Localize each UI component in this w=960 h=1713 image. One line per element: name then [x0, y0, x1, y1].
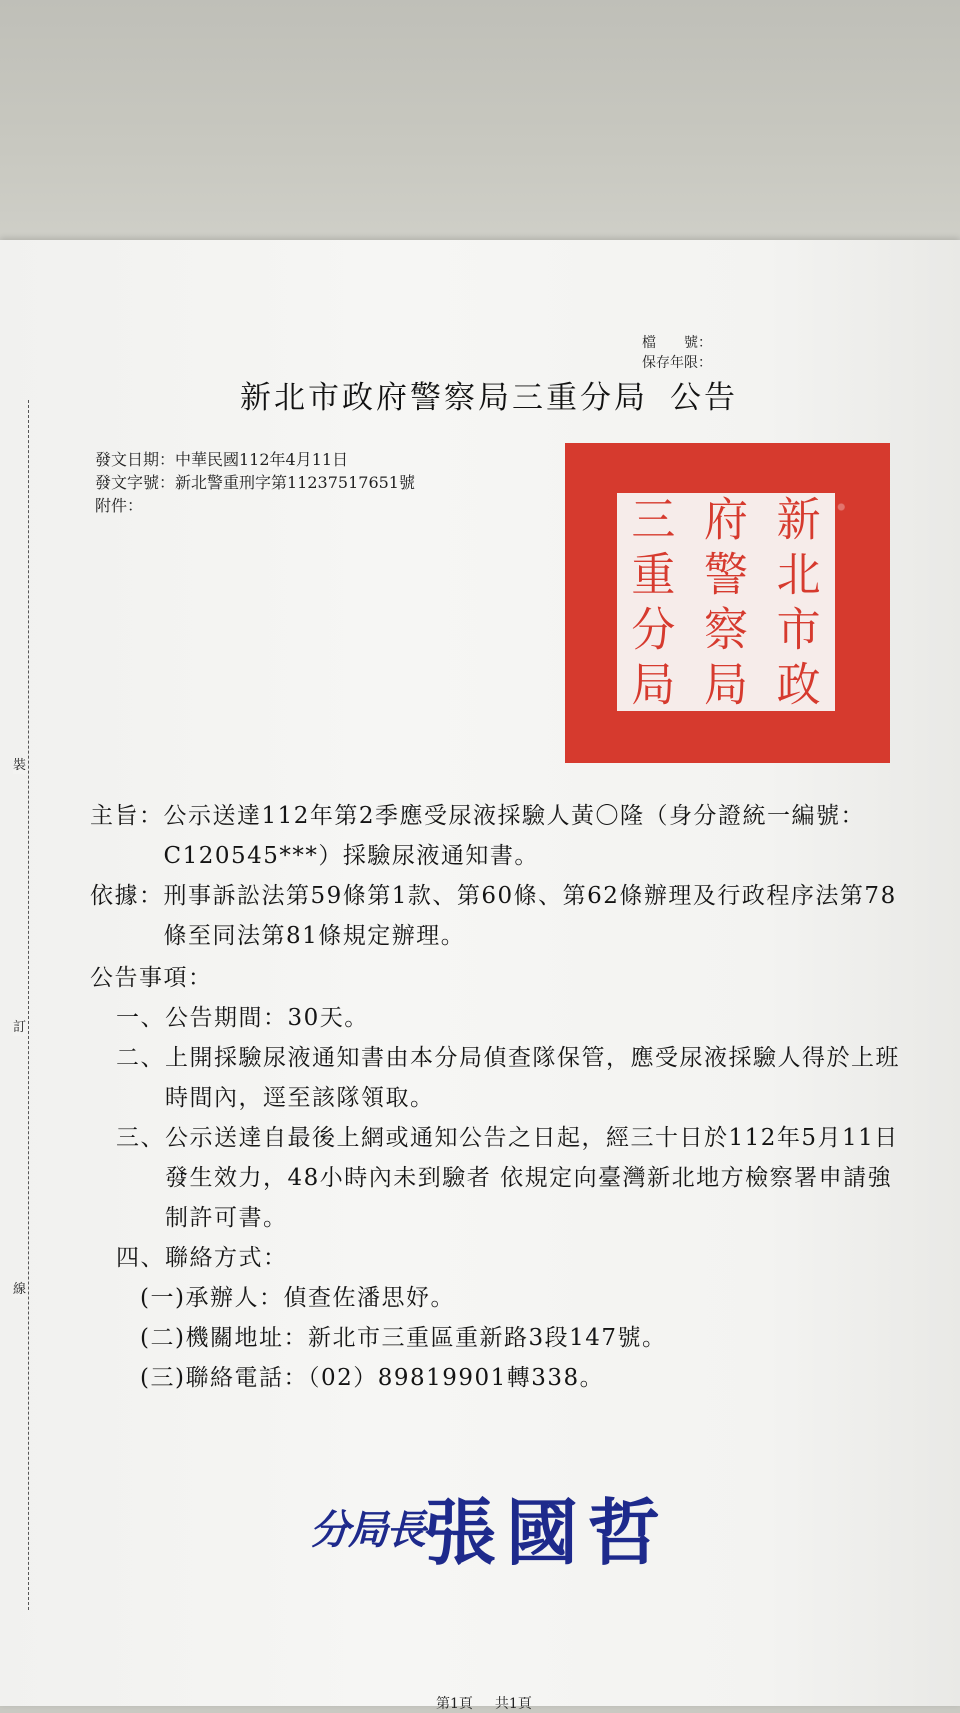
background-wall	[0, 0, 960, 245]
seal-char: 新	[776, 493, 821, 548]
binding-char-ding: 訂	[13, 1020, 27, 1035]
binding-line	[28, 400, 29, 1610]
notice-item	[116, 1038, 910, 1118]
page-footer	[436, 1693, 532, 1713]
seal-char: 北	[776, 548, 821, 603]
attachment-label: 附件：	[95, 496, 144, 515]
contact-line: (二)機關地址：新北市三重區重新路3段147號。	[140, 1325, 667, 1351]
seal-char: 市	[776, 603, 821, 658]
items-heading: 公告事項：	[90, 965, 213, 991]
notice-item	[116, 1238, 910, 1278]
seal-char: 局	[704, 658, 748, 713]
page-total: 共1頁	[494, 1696, 532, 1712]
item-text: 聯絡方式：	[165, 1245, 288, 1271]
file-meta	[642, 333, 712, 373]
item-text: 公告期間：30天。	[165, 1005, 369, 1031]
seal-inner	[615, 491, 837, 713]
seal-char: 警	[704, 548, 748, 603]
binding-char-xian: 線	[13, 1282, 27, 1297]
item-text: 上開採驗尿液通知書由本分局偵查隊保管，應受尿液採驗人得於上班時間內，逕至該隊領取。	[165, 1045, 900, 1111]
seal-char: 重	[631, 548, 676, 603]
item-text: 公示送達自最後上網或通知公告之日起，經三十日於112年5月11日發生效力，48小時內未到驗者 依規定向臺灣新北地方檢察署申請強制許可書。	[165, 1125, 899, 1231]
title-org: 新北市政府警察局三重分局	[240, 380, 648, 416]
seal-char: 分	[631, 603, 676, 658]
item-number: 二、	[116, 1045, 165, 1071]
contact-line: (一)承辦人：偵查佐潘思妤。	[140, 1285, 455, 1311]
basis-text: 刑事訴訟法第59條第1款、第60條、第62條辦理及行政程序法第78條至同法第81條規定辦理。	[163, 883, 897, 949]
subject-paragraph	[90, 796, 910, 876]
signature-title: 分局長	[310, 1506, 424, 1554]
contact-line: (三)聯絡電話：（02）89819901轉338。	[140, 1365, 605, 1391]
page-number: 第1頁	[436, 1696, 473, 1712]
page-title	[240, 372, 738, 417]
file-number-label: 檔 號：	[642, 335, 712, 351]
notice-item	[116, 1118, 910, 1238]
seal-char: 局	[631, 658, 676, 713]
seal-char: 府	[704, 493, 748, 548]
signature-stamp	[310, 1475, 670, 1579]
title-type: 公告	[670, 380, 738, 416]
seal-char: 政	[776, 658, 821, 713]
item-number: 三、	[116, 1125, 165, 1151]
notice-item	[116, 998, 910, 1038]
seal-char: 察	[704, 603, 748, 658]
reference-number: 發文字號：新北警重刑字第11237517651號	[95, 473, 415, 492]
subject-text: 公示送達112年第2季應受尿液採驗人黃〇隆（身分證統一編號：C120545***）採驗尿液通知書。	[163, 803, 866, 869]
item-number: 四、	[116, 1245, 165, 1271]
item-number: 一、	[116, 1005, 165, 1031]
basis-label: 依據：	[90, 883, 164, 909]
subject-label: 主旨：	[90, 803, 164, 829]
official-seal	[565, 443, 890, 763]
issue-date: 發文日期：中華民國112年4月11日	[95, 450, 349, 469]
retention-label: 保存年限：	[642, 355, 712, 371]
seal-char: 三	[631, 493, 676, 548]
basis-paragraph	[90, 876, 910, 956]
notice-body	[90, 796, 910, 1398]
binding-char-zhuang: 裝	[13, 758, 27, 773]
document-meta	[95, 448, 415, 517]
signature-name: 張國哲	[424, 1490, 671, 1575]
